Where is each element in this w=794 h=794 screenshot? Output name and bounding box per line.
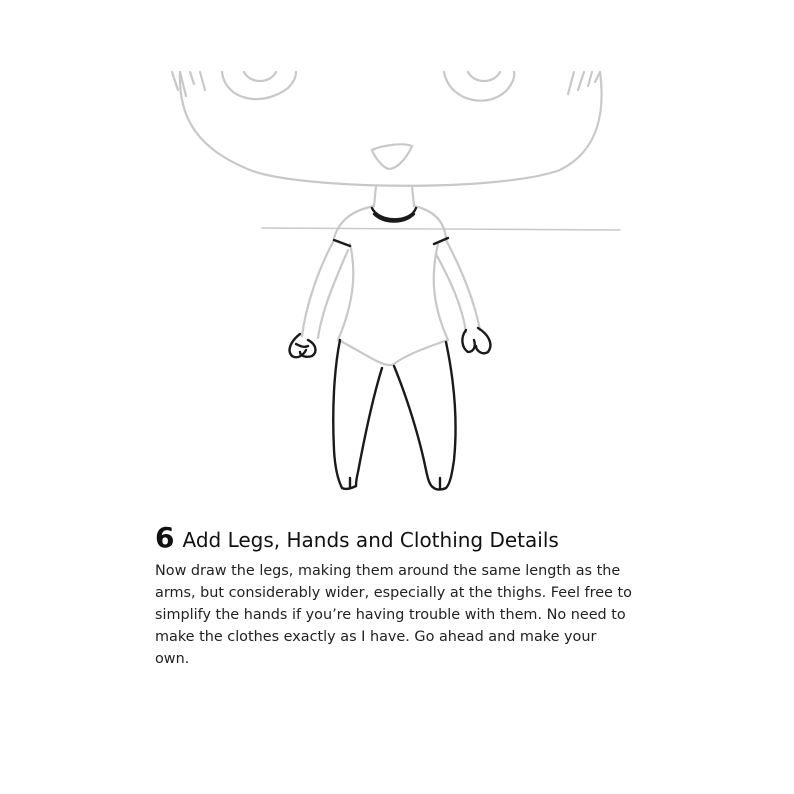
left-leg-inner-ink — [350, 368, 382, 488]
body-sketch — [302, 186, 480, 365]
step-number: 6 — [155, 521, 175, 554]
right-leg-inner-ink — [394, 366, 434, 488]
left-hand-ink — [290, 334, 316, 357]
sleeve-cuff-ink — [334, 240, 350, 246]
right-leg-ink — [434, 342, 456, 490]
ink-details — [290, 208, 491, 490]
left-leg-ink — [333, 340, 356, 489]
collar-ink — [372, 208, 416, 222]
step-title: Add Legs, Hands and Clothing Details — [182, 528, 559, 552]
step-heading — [155, 521, 635, 554]
step-section — [155, 521, 635, 670]
step-description: Now draw the legs, making them around the same length as the arms, but considerably wider, especially at the thighs. Feel free to simplify the hands if you’re having trouble with them. No need to make the clothes exactly as I have. Go ahead and make your own. — [155, 563, 632, 667]
head-sketch — [172, 72, 620, 230]
